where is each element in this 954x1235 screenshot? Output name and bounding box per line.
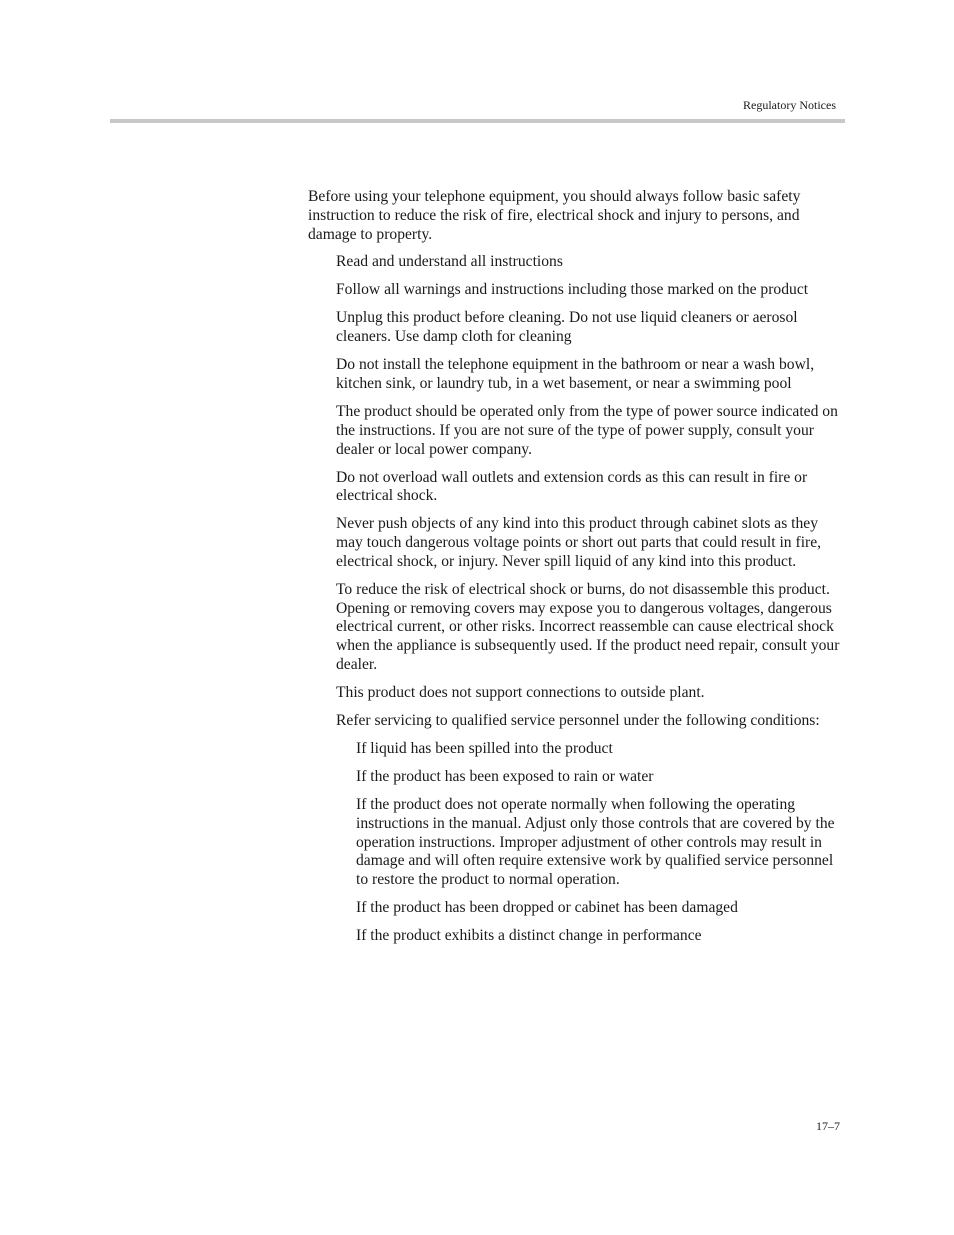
sub-list-item: If the product has been dropped or cabinet has been damaged <box>356 899 738 917</box>
page-number: 17–7 <box>816 1119 840 1133</box>
list-item: Follow all warnings and instructions including those marked on the product <box>336 281 809 299</box>
intro-paragraph: Before using your telephone equipment, you should always follow basic safety instruction to reduce the risk of fire, electrical shock and injury to persons, and damage to property. <box>308 188 801 243</box>
sub-list-item: If the product exhibits a distinct change in performance <box>356 927 702 945</box>
sub-list-item: If the product has been exposed to rain or water <box>356 767 654 785</box>
service-conditions-list <box>336 740 848 946</box>
list-item-text: Refer servicing to qualified service personnel under the following conditions: <box>336 712 820 730</box>
list-item: This product does not support connections to outside plant. <box>336 684 705 702</box>
list-item: Do not install the telephone equipment in the bathroom or near a wash bowl, kitchen sink, or laundry tub, in a wet basement, or near a swimming pool <box>336 356 815 392</box>
main-content <box>308 188 848 955</box>
header-divider <box>110 119 845 123</box>
list-item: The product should be operated only from the type of power source indicated on the instructions. If you are not sure of the type of power supply, consult your dealer or local power company. <box>336 402 838 458</box>
sub-list-item: If liquid has been spilled into the product <box>356 740 613 757</box>
list-item: Read and understand all instructions <box>336 253 563 271</box>
list-item: Do not overload wall outlets and extension cords as this can result in fire or electrical shock. <box>336 468 808 505</box>
running-header: Regulatory Notices <box>743 98 836 112</box>
list-item: To reduce the risk of electrical shock or burns, do not disassemble this product. Opening or removing covers may expose you to dangerous voltages, dangerous electrical current, or other risks. Incorrect reassemble can cause electrical shock when the appliance is subsequently used. If the product need repair, consult your dealer. <box>336 580 840 674</box>
list-item-with-conditions <box>336 712 848 946</box>
list-item: Unplug this product before cleaning. Do not use liquid cleaners or aerosol cleaners. Use damp cloth for cleaning <box>336 309 798 346</box>
safety-instructions-list <box>308 253 848 946</box>
list-item: Never push objects of any kind into this product through cabinet slots as they may touch dangerous voltage points or short out parts that could result in fire, electrical shock, or injury. Never spill liquid of any kind into this product. <box>336 515 822 570</box>
sub-list-item: If the product does not operate normally when following the operating instructions in the manual. Adjust only those controls that are covered by the operation instructions. Improper adjustment of other controls may result in damage and will often require extensive work by qualified service personnel to restore the product to normal operation. <box>356 795 835 889</box>
